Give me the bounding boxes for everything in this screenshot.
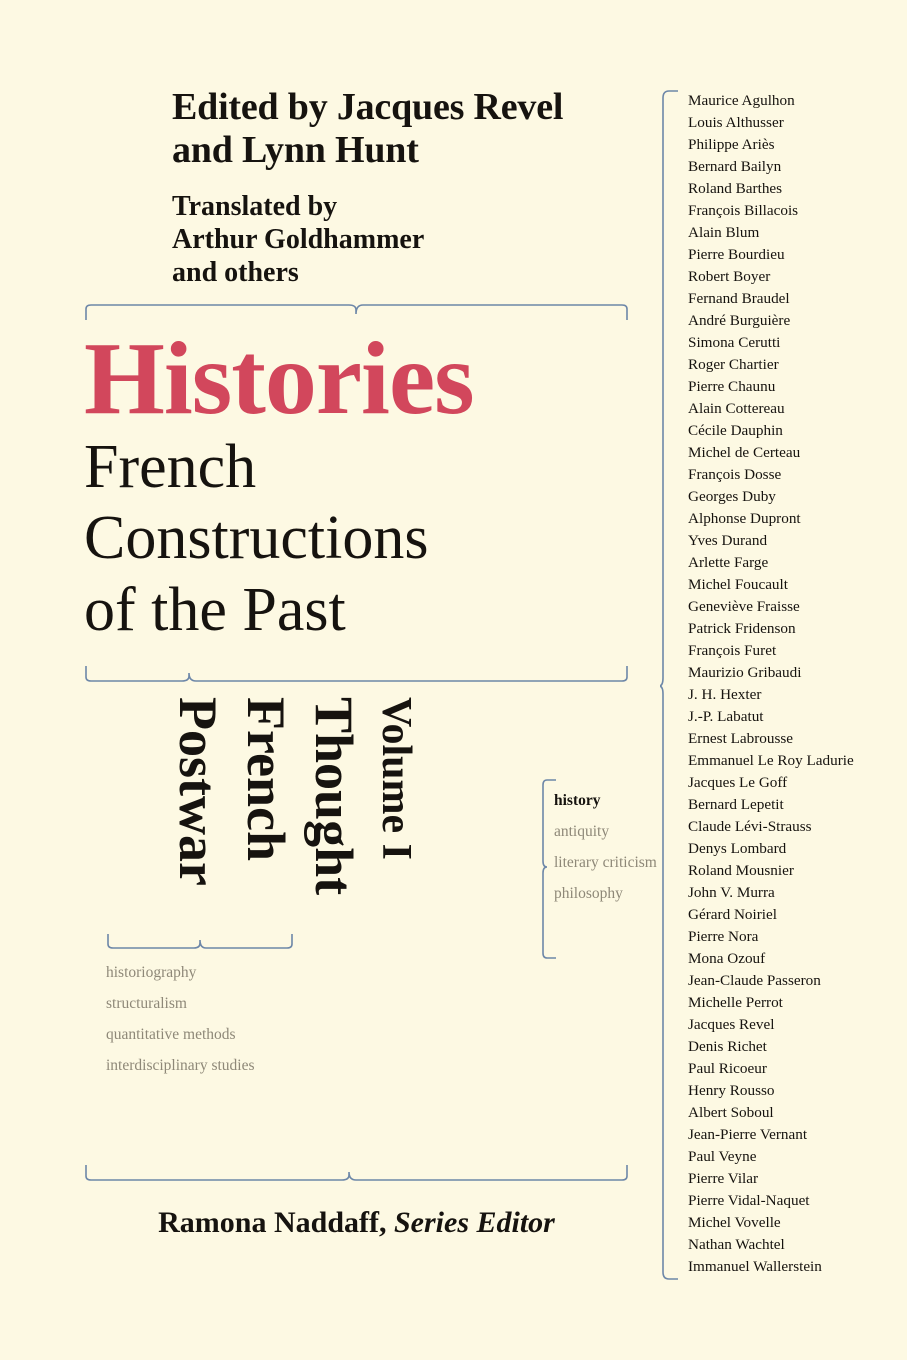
keyword-quantitative-methods: quantitative methods: [106, 1026, 236, 1044]
list-item: Immanuel Wallerstein: [688, 1258, 822, 1275]
list-item: Henry Rousso: [688, 1082, 775, 1099]
list-item: Gérard Noiriel: [688, 906, 777, 923]
list-item: Maurizio Gribaudi: [688, 664, 802, 681]
series-volume-label: Volume I: [373, 697, 419, 861]
editors-line-1: Edited by Jacques Revel: [172, 86, 564, 128]
list-item: Philippe Ariès: [688, 136, 775, 153]
brace-divider-bottom: [84, 1164, 629, 1187]
cover-left-column: [84, 86, 657, 1286]
list-item: Pierre Vilar: [688, 1170, 759, 1187]
list-item: J. H. Hexter: [688, 686, 762, 703]
list-item: Georges Duby: [688, 488, 776, 505]
series-vertical-block: [84, 697, 657, 1075]
brace-vertical-right: [542, 779, 558, 959]
list-item: Pierre Chaunu: [688, 378, 776, 395]
list-item: Cécile Dauphin: [688, 422, 783, 439]
list-item: Maurice Agulhon: [688, 92, 795, 109]
list-item: Alain Blum: [688, 224, 760, 241]
list-item: Michel de Certeau: [688, 444, 801, 461]
list-item: André Burguière: [688, 312, 791, 329]
list-item: Michel Vovelle: [688, 1214, 781, 1231]
list-item: John V. Murra: [688, 884, 775, 901]
list-item: Jacques Revel: [688, 1016, 775, 1033]
brace-divider-middle: [84, 665, 629, 681]
contributor-name-list: [688, 90, 903, 1278]
editors-line-2: and Lynn Hunt: [172, 128, 419, 171]
list-item: Jean-Pierre Vernant: [688, 1126, 808, 1143]
translators-line-3: and others: [172, 256, 299, 288]
list-item: Alphonse Dupront: [688, 510, 801, 527]
list-item: Pierre Nora: [688, 928, 759, 945]
book-title: Histories: [84, 320, 474, 436]
list-item: Louis Althusser: [688, 114, 784, 131]
list-item: François Billacois: [688, 202, 799, 219]
keyword-philosophy: philosophy: [554, 885, 623, 903]
list-item: Jean-Claude Passeron: [688, 972, 821, 989]
keyword-structuralism: structuralism: [106, 995, 187, 1013]
list-item: Patrick Fridenson: [688, 620, 796, 637]
list-item: Denis Richet: [688, 1038, 767, 1055]
editors-credit: [84, 86, 629, 172]
translators-line-2: Arthur Goldhammer: [172, 223, 425, 255]
list-item: Simona Cerutti: [688, 334, 781, 351]
list-item: Pierre Vidal-Naquet: [688, 1192, 810, 1209]
list-item: Roger Chartier: [688, 356, 779, 373]
list-item: François Furet: [688, 642, 777, 659]
series-editor-credit: [84, 1206, 629, 1240]
keyword-list-bottom: [106, 957, 406, 1081]
list-item: Michelle Perrot: [688, 994, 783, 1011]
list-item: Ernest Labrousse: [688, 730, 794, 747]
list-item: J.-P. Labatut: [688, 708, 764, 725]
series-french-label: French: [236, 697, 296, 862]
series-editor-role: Series Editor: [394, 1206, 555, 1239]
translators-credit: [84, 190, 629, 289]
list-item: Denys Lombard: [688, 840, 787, 857]
brace-horizontal-bottom-keywords: [106, 933, 296, 951]
translators-line-1: Translated by: [172, 190, 338, 222]
list-item: Yves Durand: [688, 532, 768, 549]
list-item: Mona Ozouf: [688, 950, 766, 967]
list-item: François Dosse: [688, 466, 782, 483]
list-item: Michel Foucault: [688, 576, 788, 593]
list-item: Jacques Le Goff: [688, 774, 788, 791]
list-item: Bernard Bailyn: [688, 158, 782, 175]
list-item: Bernard Lepetit: [688, 796, 784, 813]
brace-vertical-contributors: [660, 90, 680, 1280]
series-word-volume: [368, 697, 424, 865]
keyword-literary-criticism: literary criticism: [554, 854, 657, 872]
list-item: Nathan Wachtel: [688, 1236, 785, 1253]
list-item: Alain Cottereau: [688, 400, 785, 417]
book-subtitle-line-3: of the Past: [84, 575, 346, 644]
list-item: Emmanuel Le Roy Ladurie: [688, 752, 854, 769]
list-item: Paul Veyne: [688, 1148, 757, 1165]
title-block: [84, 320, 629, 645]
list-item: Albert Soboul: [688, 1104, 774, 1121]
keywords-bottom-group: [106, 957, 406, 1081]
keyword-history: history: [554, 792, 601, 810]
list-item: Roland Mousnier: [688, 862, 794, 879]
series-thought-label: Thought: [304, 697, 364, 896]
series-postwar-label: Postwar: [168, 697, 228, 887]
series-word-thought: [300, 697, 368, 900]
list-item: Geneviève Fraisse: [688, 598, 800, 615]
book-subtitle-line-2: Constructions: [84, 504, 429, 573]
list-item: Pierre Bourdieu: [688, 246, 785, 263]
list-item: Fernand Braudel: [688, 290, 790, 307]
brace-divider-top: [84, 303, 629, 319]
book-subtitle-line-1: French: [84, 432, 257, 501]
series-editor-name: Ramona Naddaff,: [158, 1206, 387, 1239]
series-word-postwar: [164, 697, 232, 891]
list-item: Paul Ricoeur: [688, 1060, 767, 1077]
keyword-historiography: historiography: [106, 964, 197, 982]
series-vertical-words: [164, 697, 424, 900]
keyword-interdisciplinary-studies: interdisciplinary studies: [106, 1057, 255, 1075]
list-item: Roland Barthes: [688, 180, 783, 197]
series-word-french: [232, 697, 300, 866]
list-item: Arlette Farge: [688, 554, 769, 571]
contributors-column: [660, 90, 900, 1290]
keyword-antiquity: antiquity: [554, 823, 610, 841]
list-item: Claude Lévi-Strauss: [688, 818, 812, 835]
list-item: Robert Boyer: [688, 268, 771, 285]
